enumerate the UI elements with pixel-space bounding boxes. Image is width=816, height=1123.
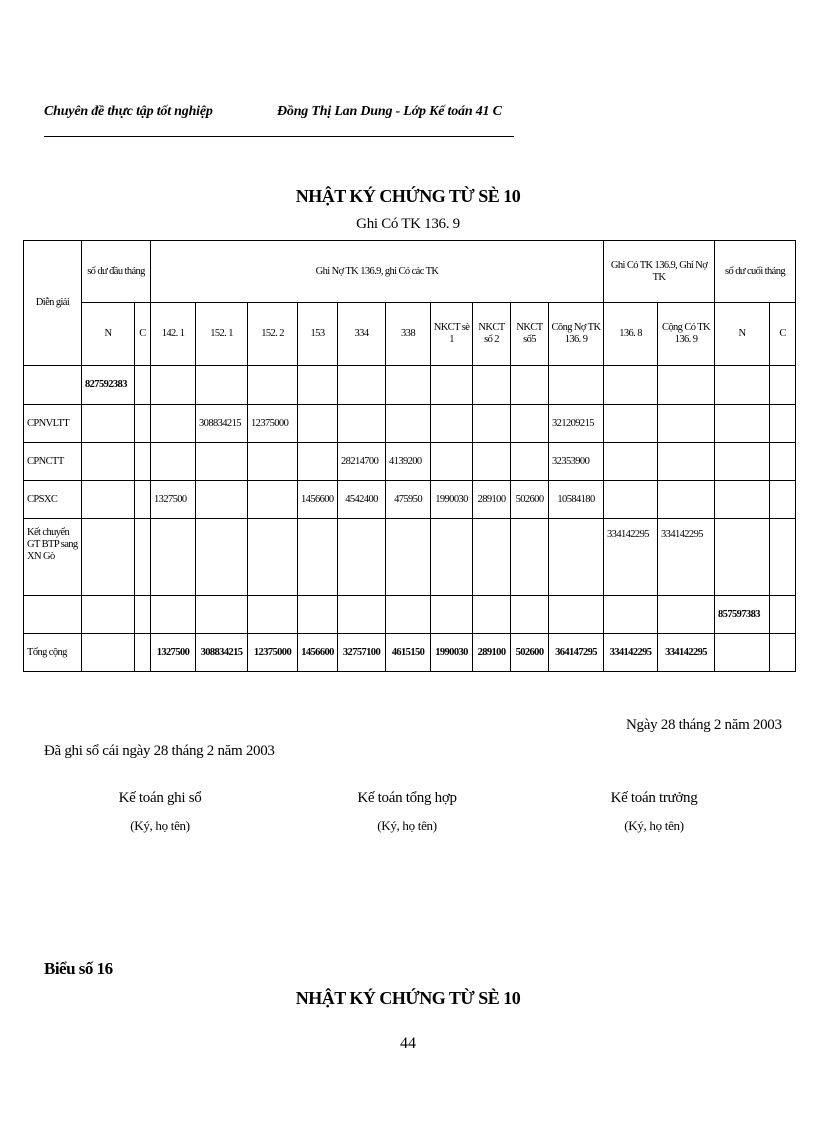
cell-total-1368: 334142295	[604, 634, 658, 672]
row-label: Kết chuyển GT BTP sang XN Gò	[24, 519, 82, 596]
col-so-du-cuoi: số dư cuối tháng	[715, 241, 796, 303]
cell-cpsxc-cong-no: 10584180	[549, 481, 604, 519]
table-row-ketchuyen	[24, 519, 796, 596]
cell-cpsxc-1421: 1327500	[151, 481, 196, 519]
cell-total-cong-co: 334142295	[658, 634, 715, 672]
table-row-opening	[24, 366, 796, 405]
cell-total-153: 1456600	[298, 634, 338, 672]
cell-cpsxc-338: 475950	[386, 481, 431, 519]
table-row-cpnvltt	[24, 405, 796, 443]
col-n: N	[82, 303, 135, 366]
col-1421: 142. 1	[151, 303, 196, 366]
col-ghi-no-group: Ghi Nợ TK 136.9, ghi Có các TK	[151, 241, 604, 303]
signature-note-3: (Ký, họ tên)	[624, 818, 684, 833]
cell-total-1522: 12375000	[248, 634, 298, 672]
cell-total-nkct1: 1990030	[431, 634, 473, 672]
row-label: CPNCTT	[24, 443, 82, 481]
col-ghi-co-group: Ghi Có TK 136.9, Ghi Nợ TK	[604, 241, 715, 303]
col-1522: 152. 2	[248, 303, 298, 366]
cell-opening-n: 827592383	[82, 366, 135, 405]
col-334: 334	[338, 303, 386, 366]
cell-cpnvltt-cong-no: 321209215	[549, 405, 604, 443]
cell-total-cong-no: 364147295	[549, 634, 604, 672]
row-label: Tổng cộng	[24, 634, 82, 672]
table-row-closing	[24, 596, 796, 634]
posted-line: Đã ghi sổ cái ngày 28 tháng 2 năm 2003	[44, 743, 275, 759]
header-right-text: Đồng Thị Lan Dung - Lớp Kế toán 41 C	[277, 104, 502, 119]
cell-cpnvltt-1522: 12375000	[248, 405, 298, 443]
col-1521: 152. 1	[196, 303, 248, 366]
signature-role-2: Kế toán tổng hợp	[357, 790, 457, 806]
signature-role-3: Kế toán trưởng	[610, 790, 698, 806]
document-subtitle: Ghi Có TK 136. 9	[356, 216, 460, 232]
col-c: C	[135, 303, 151, 366]
cell-total-334: 32757100	[338, 634, 386, 672]
table-row-total	[24, 634, 796, 672]
table-row-cpnctt	[24, 443, 796, 481]
col-dien-giai: Diễn giải	[24, 241, 82, 366]
col-nkct2: NKCT số 2	[473, 303, 511, 366]
cell-cpsxc-334: 4542400	[338, 481, 386, 519]
col-1368: 136. 8	[604, 303, 658, 366]
cell-total-338: 4615150	[386, 634, 431, 672]
signature-note-1: (Ký, họ tên)	[130, 818, 190, 833]
cell-closing-n: 857597383	[715, 596, 770, 634]
page-number: 44	[400, 1035, 416, 1052]
cell-cpsxc-153: 1456600	[298, 481, 338, 519]
row-label: CPNVLTT	[24, 405, 82, 443]
signature-note-2: (Ký, họ tên)	[377, 818, 437, 833]
table-header-row-1	[24, 241, 796, 303]
document-title-2: NHẬT KÝ CHỨNG TỪ SÈ 10	[295, 988, 521, 1008]
cell-total-nkct2: 289100	[473, 634, 511, 672]
date-line: Ngày 28 tháng 2 năm 2003	[626, 717, 782, 733]
document-title: NHẬT KÝ CHỨNG TỪ SÈ 10	[295, 186, 521, 206]
col-153: 153	[298, 303, 338, 366]
col-c2: C	[770, 303, 796, 366]
col-so-du-dau: số dư đầu tháng	[82, 241, 151, 303]
cell-total-1421: 1327500	[151, 634, 196, 672]
header-left-text: Chuyên đề thực tập tốt nghiệp	[44, 104, 213, 119]
signature-role-1: Kế toán ghi sổ	[118, 790, 202, 806]
cell-cpsxc-nkct5: 502600	[511, 481, 549, 519]
col-338: 338	[386, 303, 431, 366]
bieu-label: Biểu số 16	[44, 959, 113, 978]
table-header-row-2	[24, 303, 796, 366]
cell-cpnctt-338: 4139200	[386, 443, 431, 481]
cell-total-1521: 308834215	[196, 634, 248, 672]
cell-cpsxc-nkct1: 1990030	[431, 481, 473, 519]
col-cong-co: Cộng Có TK 136. 9	[658, 303, 715, 366]
cell-ketchuyen-cong-co: 334142295	[658, 519, 715, 596]
cell-cpnctt-334: 28214700	[338, 443, 386, 481]
cell-cpnvltt-1521: 308834215	[196, 405, 248, 443]
col-nkct5: NKCT số5	[511, 303, 549, 366]
col-cong-no: Công Nợ TK 136. 9	[549, 303, 604, 366]
cell-total-nkct5: 502600	[511, 634, 549, 672]
cell-cpsxc-nkct2: 289100	[473, 481, 511, 519]
journal-table	[23, 240, 796, 672]
col-nkct1: NKCT sè 1	[431, 303, 473, 366]
cell-cpnctt-cong-no: 32353900	[549, 443, 604, 481]
header-rule	[44, 136, 514, 137]
cell-ketchuyen-1368: 334142295	[604, 519, 658, 596]
table-row-cpsxc	[24, 481, 796, 519]
row-label: CPSXC	[24, 481, 82, 519]
col-n2: N	[715, 303, 770, 366]
